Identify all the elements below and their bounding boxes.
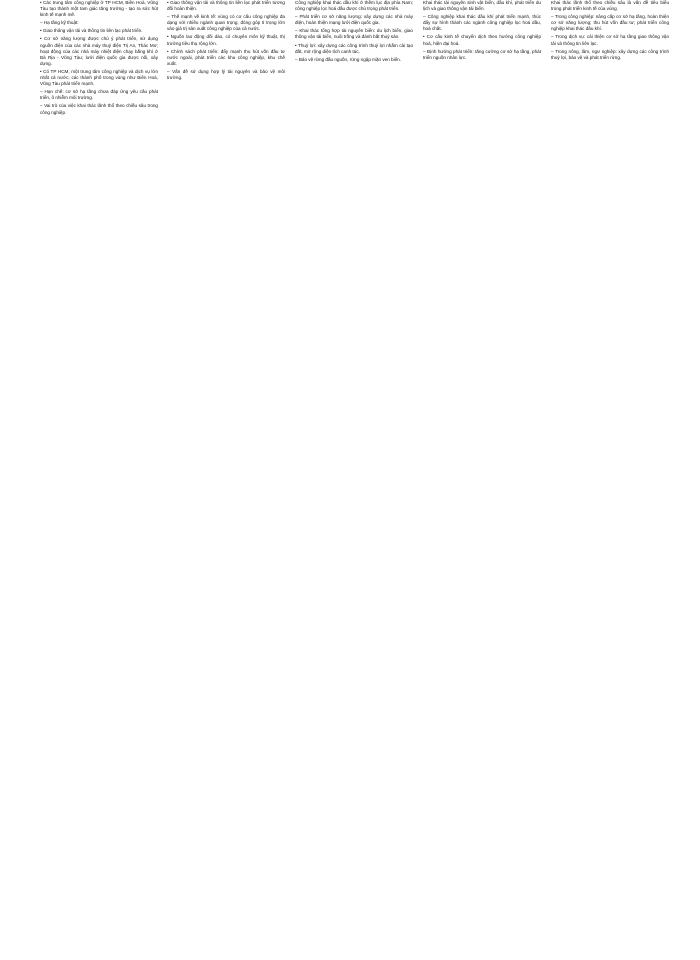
text-column-1 [40,0,158,960]
text-block: • Giao thông vận tải và thông tin liên lạc phát triển tương đối hoàn thiện. [167,0,285,12]
text-column-3 [295,0,413,960]
text-block: – Phát triển cơ sở năng lượng: xây dựng các nhà máy điện, hoàn thiện mạng lưới điện quốc gia. [295,14,413,26]
text-block: Khai thác lãnh thổ theo chiều sâu là vấn đề tiêu biểu trong phát triển kinh tế của vùng. [551,0,669,12]
text-block: – Thế mạnh về kinh tế: vùng có cơ cấu công nghiệp đa dạng với nhiều ngành quan trọng, đóng góp tỉ trọng lớn vào giá trị sản xuất công nghiệp của cả nước. [167,14,285,32]
text-block: – Trong nông, lâm, ngư nghiệp: xây dựng các công trình thuỷ lợi, bảo vệ và phát triển rừng. [551,48,669,60]
text-block: – Vấn đề sử dụng hợp lý tài nguyên và bảo vệ môi trường. [167,68,285,81]
text-block: • Giao thông vận tải và thông tin liên lạc phát triển. [40,28,143,34]
text-block: • Cơ sở năng lượng được chú ý phát triển, sử dụng nguồn điện của các nhà máy thuỷ điện Trị An, Thác Mơ; hoạt động của các nhà máy nhiệt điện chạy bằng khí ở Bà Rịa - Vũng Tàu; lưới điện quốc gia được nối, xây dựng. [40,36,158,66]
text-block: Khai thác tài nguyên sinh vật biển, dầu khí, phát triển du lịch và giao thông vận tải biển. [423,0,541,12]
text-block: – Trong công nghiệp: nâng cấp cơ sở hạ tầng, hoàn thiện cơ sở năng lượng; thu hút vốn đầu tư; phát triển công nghiệp khai thác dầu khí. [551,14,669,32]
text-block: – Hạ tầng kỹ thuật: [40,20,79,26]
text-block: • Các trung tâm công nghiệp ở TP HCM, Biên Hoà, Vũng Tàu tạo thành một tam giác tăng trưởng - tạo ra sức hút kinh tế mạnh mẽ. [40,0,158,18]
text-block: – Trong dịch vụ: cải thiện cơ sở hạ tầng giao thông vận tải và thông tin liên lạc. [551,34,669,46]
text-block: – Công nghiệp khai thác dầu khí phát triển mạnh, thúc đẩy sự hình thành các ngành công nghiệp lọc hoá dầu, hoá chất. [423,14,541,32]
text-block: – Vai trò của việc khai thác lãnh thổ theo chiều sâu trong công nghiệp. [40,103,158,115]
text-block: – Bảo vệ rừng đầu nguồn, rừng ngập mặn ven biển. [295,56,402,62]
text-column-2 [167,0,285,960]
text-block: – Định hướng phát triển: tăng cường cơ sở hạ tầng, phát triển nguồn nhân lực. [423,48,541,60]
text-block: • Thuỷ lợi: xây dựng các công trình thuỷ lợi nhằm cải tạo đất, mở rộng diện tích canh tác. [295,42,413,54]
text-block: – Khai thác tổng hợp tài nguyên biển: du lịch biển, giao thông vận tải biển, nuôi trồng và đánh bắt thuỷ sản. [295,28,413,40]
text-block: • Có TP HCM, một trung tâm công nghiệp và dịch vụ lớn nhất cả nước; các thành phố trong vùng như Biên Hoà, Vũng Tàu phát triển mạnh. [40,68,158,87]
text-block: • Nguồn lao động dồi dào, có chuyên môn kỹ thuật, thị trường tiêu thụ rộng lớn. [167,34,285,46]
text-column-5 [551,0,669,960]
text-block: Công nghiệp khai thác dầu khí ở thềm lục địa phía Nam; công nghiệp lọc hoá dầu được chú trọng phát triển. [295,0,413,12]
text-block: • Cơ cấu kinh tế chuyển dịch theo hướng công nghiệp hoá, hiện đại hoá. [423,34,541,46]
text-column-4 [423,0,541,960]
text-block: – Hạn chế: cơ sở hạ tầng chưa đáp ứng yêu cầu phát triển, ô nhiễm môi trường. [40,89,158,101]
text-block: • Chính sách phát triển: đẩy mạnh thu hút vốn đầu tư nước ngoài, phát triển các khu công nghiệp, khu chế xuất. [167,48,285,66]
